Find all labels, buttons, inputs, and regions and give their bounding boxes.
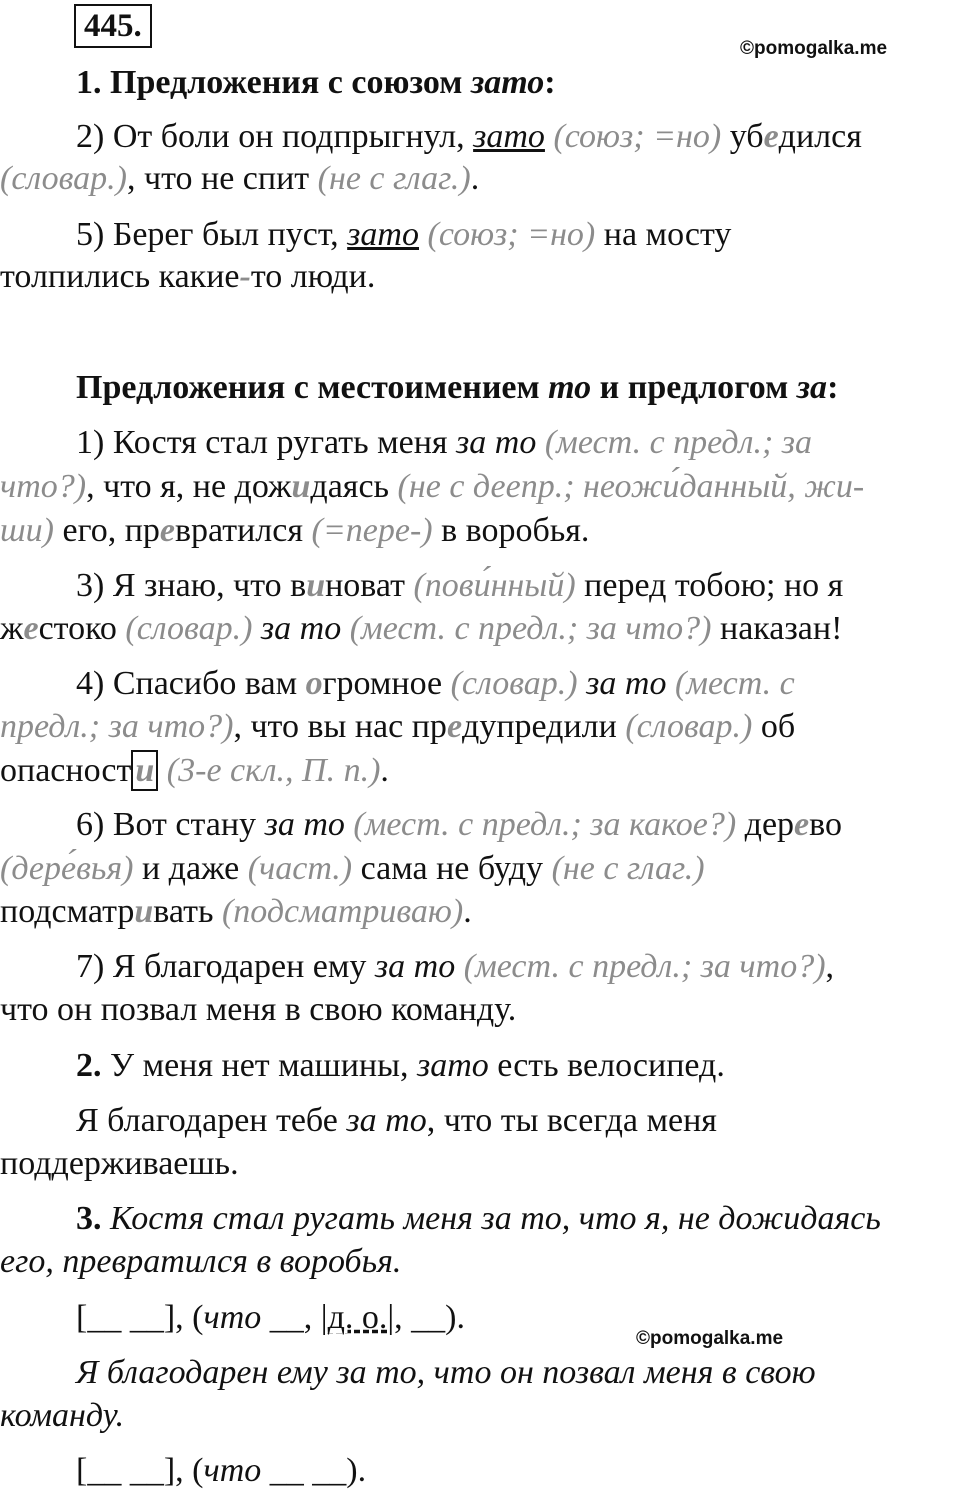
scheme-1 [0, 1297, 960, 1339]
note: ши) [0, 512, 54, 549]
sentence-3-line-1 [0, 565, 960, 607]
scheme-text: [__ __], ( [76, 1452, 204, 1489]
note: (3-е скл., П. п.) [158, 752, 381, 789]
sentence-2-line-1 [0, 116, 960, 158]
note: (мест. с предл.; за [536, 424, 813, 461]
text: 4) Спасибо вам [76, 665, 306, 702]
text: дер [736, 806, 795, 843]
vowel: и [291, 468, 311, 505]
note: (не с глаг.) [551, 850, 705, 887]
vowel: е [23, 610, 39, 647]
heading-text: и предлогом [591, 369, 797, 406]
text: 1) Костя стал ругать меня [76, 424, 457, 461]
text: 2) От боли он подпрыгнул, [76, 118, 474, 155]
text: , что вы нас пр [233, 708, 447, 745]
part2-line-3: поддерживаешь. [0, 1145, 239, 1182]
heading-colon: : [544, 64, 556, 101]
sentence-6-line-2 [0, 848, 960, 890]
pronoun-phrase: за то [346, 1102, 427, 1139]
text: , что я, не дож [86, 468, 292, 505]
note: что?) [0, 468, 87, 505]
text: вратился [174, 512, 312, 549]
note: (дере́вья) [0, 850, 134, 887]
note: (=пере-) [311, 512, 433, 549]
note: (пови́нный) [413, 567, 576, 604]
text: сама не буду [352, 850, 552, 887]
sentence-4-line-2 [0, 706, 960, 748]
heading-word: то [548, 369, 592, 406]
pronoun-phrase: за то [264, 806, 345, 843]
sentence-7-line-1 [0, 946, 960, 988]
sentence-2-line-2 [0, 158, 960, 200]
text: уб [721, 118, 764, 155]
note: (союз; =но) [419, 216, 596, 253]
text: . [470, 160, 480, 197]
task-number: 2. [76, 1047, 102, 1084]
note: (мест. с предл.; за какое?) [344, 806, 737, 843]
pronoun-phrase: за то [586, 665, 667, 702]
scheme-text: __, | [261, 1299, 328, 1336]
heading-text: 1. Предложения с союзом [76, 64, 471, 101]
text: вать [153, 893, 222, 930]
part3-line-3: Я благодарен ему за то, что он позвал меня в свою [76, 1354, 816, 1391]
vowel: е [446, 708, 463, 745]
heading-word: за [796, 369, 828, 406]
scheme-2 [0, 1450, 960, 1492]
part2-line-2 [0, 1100, 960, 1142]
task-number: 3. [76, 1200, 102, 1237]
text: 5) Берег был пуст, [76, 216, 348, 253]
note: (мест. с предл.; за что?) [341, 610, 712, 647]
scheme-adverbial: д. о. [327, 1299, 388, 1336]
note: (подсматриваю) [221, 893, 464, 930]
note: (не с глаг.) [317, 160, 471, 197]
watermark-top: ©pomogalka.me [740, 38, 888, 59]
note: (словар.) [450, 665, 578, 702]
scheme-word: что [203, 1299, 262, 1336]
note: (словар.) [125, 610, 253, 647]
text: во [809, 806, 842, 843]
sentence-4-line-3 [0, 750, 960, 792]
text: наказан! [711, 610, 843, 647]
text: 7) Я благодарен ему [76, 948, 375, 985]
hyphen: - [239, 258, 251, 295]
text [252, 610, 261, 647]
text: , что ты всегда меня [426, 1102, 717, 1139]
scheme-text: |, __). [387, 1299, 466, 1336]
sentence-3-line-2 [0, 608, 960, 650]
text: громное [322, 665, 451, 702]
exercise-number: 445. [74, 4, 152, 48]
text: дился [778, 118, 862, 155]
sentence-5-line-1 [0, 214, 960, 256]
text: У меня нет машины, [101, 1047, 417, 1084]
note: (не с деепр.; неожи́данный, жи- [397, 468, 865, 505]
conjunction: зато [347, 216, 419, 253]
part1b-heading [0, 367, 960, 409]
heading-text: Предложения с местоимением [76, 369, 549, 406]
text: Костя стал ругать меня за то, что я, не дожидаясь [101, 1200, 881, 1237]
sentence-6-line-3 [0, 891, 960, 933]
scheme-word: что [203, 1452, 262, 1489]
text: опасност [0, 752, 132, 789]
sentence-7-line-2: что он позвал меня в свою команду. [0, 991, 517, 1028]
text: новат [325, 567, 414, 604]
text: , что не спит [127, 160, 318, 197]
part3-line-1 [0, 1198, 960, 1240]
part3-line-2: его, превратился в воробья. [0, 1243, 402, 1280]
heading-word: зато [470, 64, 545, 101]
note: (словар.) [0, 160, 128, 197]
text: в воробья. [432, 512, 590, 549]
text: стоко [38, 610, 126, 647]
text: Я благодарен тебе [76, 1102, 347, 1139]
pronoun-phrase: за то [456, 424, 537, 461]
text: 3) Я знаю, что в [76, 567, 307, 604]
text: дупредили [462, 708, 626, 745]
sentence-1-line-3 [0, 510, 960, 552]
scheme-text: __ __). [261, 1452, 367, 1489]
scheme-text: [__ __], ( [76, 1299, 204, 1336]
ending-box: и [131, 750, 158, 791]
sentence-4-line-1 [0, 663, 960, 705]
part2-line-1 [0, 1045, 960, 1087]
text: подсматр [0, 893, 135, 930]
note: предл.; за что?) [0, 708, 234, 745]
heading-colon: : [827, 369, 839, 406]
text: то люди. [250, 258, 376, 295]
text: и даже [133, 850, 248, 887]
vowel: и [306, 567, 326, 604]
text: его, пр [54, 512, 160, 549]
text: ж [0, 610, 24, 647]
text: об [752, 708, 796, 745]
text: . [463, 893, 472, 930]
sentence-5-line-2 [0, 256, 960, 298]
sentence-1-line-2 [0, 466, 960, 508]
sentence-1-line-1 [0, 422, 960, 464]
text: перед тобою; но я [575, 567, 844, 604]
conjunction: зато [473, 118, 545, 155]
vowel: и [134, 893, 154, 930]
pronoun-phrase: за то [374, 948, 456, 985]
vowel: е [159, 512, 175, 549]
sentence-6-line-1 [0, 804, 960, 846]
vowel: е [794, 806, 810, 843]
note: (мест. с предл.; за что?) [455, 948, 826, 985]
text: даясь [310, 468, 398, 505]
part3-line-4: команду. [0, 1397, 125, 1434]
text: есть велосипед. [488, 1047, 725, 1084]
text: . [380, 752, 389, 789]
watermark-bottom: ©pomogalka.me [636, 1328, 784, 1349]
text [578, 665, 587, 702]
conjunction: зато [416, 1047, 489, 1084]
text: толпились какие [0, 258, 240, 295]
note: (союз; =но) [544, 118, 722, 155]
note: (словар.) [625, 708, 753, 745]
part1-heading [0, 62, 960, 104]
pronoun-phrase: за то [260, 610, 342, 647]
text: , [825, 948, 835, 985]
note: (мест. с [666, 665, 795, 702]
vowel: е [763, 118, 779, 155]
text: на мосту [595, 216, 732, 253]
note: (част.) [247, 850, 353, 887]
text: 6) Вот стану [76, 806, 265, 843]
vowel: о [305, 665, 323, 702]
